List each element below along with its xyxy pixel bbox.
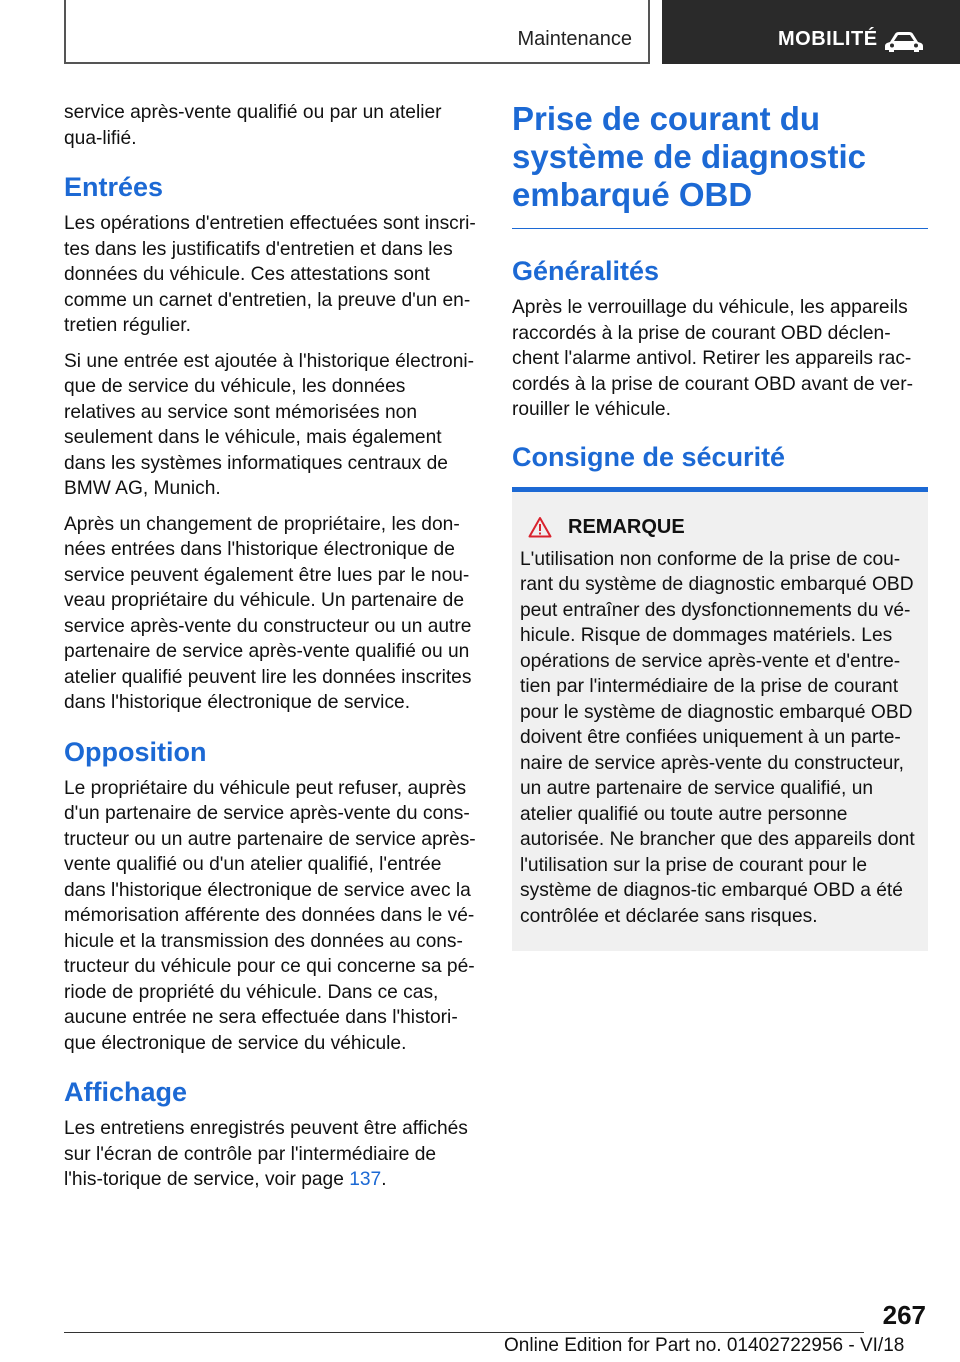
entrees-paragraph-3: Après un changement de propriétaire, les don-nées entrées dans l'historique électronique de service peuvent également être lues par le nou-veau propriétaire du véhicule. Un partenaire de service après-vente du constructeur ou un autre partenaire de service après-vente qualifié ou un atelier qualifié peuvent lire les données inscrites dans l'historique électronique de service. <box>64 513 472 713</box>
warning-icon <box>528 516 552 538</box>
section-title: Maintenance <box>517 28 632 50</box>
heading-affichage: Affichage <box>64 1077 188 1107</box>
entrees-paragraph-1: Les opérations d'entretien effectuées sont inscri-tes dans les justificatifs d'entretien et dans les données du véhicule. Ces attestations sont comme un carnet d'entretien, la preuve d'un en-tretien régulier. <box>64 213 476 336</box>
heading-entrees: Entrées <box>64 172 164 202</box>
title-divider <box>512 228 928 229</box>
right-column <box>512 100 928 951</box>
heading-generalites: Généralités <box>512 256 660 286</box>
left-column <box>64 100 480 1203</box>
notice-label: REMARQUE <box>568 515 685 538</box>
opposition-paragraph: Le propriétaire du véhicule peut refuser, auprès d'un partenaire de service après-vente du cons-tructeur ou un autre partenaire de service après-vente qualifié ou d'un atelier qualifié, l'entrée dans l'historique électronique de service avec la mémorisation afférente des données dans le vé-hicule et la transmission des données au cons-tructeur du véhicule pour ce qui concerne sa pé-riode de propriété du véhicule. Dans ce cas, aucune entrée ne sera effectuée dans l'histori-que électronique de service du véhicule. <box>64 777 476 1054</box>
page-number: 267 <box>882 1300 926 1330</box>
page-link-137[interactable]: 137 <box>349 1169 382 1190</box>
car-icon <box>884 30 924 54</box>
affichage-text: Les entretiens enregistrés peuvent être affichés sur l'écran de contrôle par l'intermédiaire de l'his-torique de service, voir page <box>64 1118 468 1190</box>
intro-paragraph: service après-vente qualifié ou par un atelier qua-lifié. <box>64 102 442 149</box>
edition-text: Online Edition for Part no. 01402722956 - VI/18 <box>504 1335 905 1356</box>
main-title: Prise de courant du système de diagnostic embarqué OBD <box>512 100 866 213</box>
generalites-paragraph: Après le verrouillage du véhicule, les appareils raccordés à la prise de courant OBD déclen-chent l'alarme antivol. Retirer les appareils rac-cordés à la prise de courant OBD avant de ver-rouiller le véhicule. <box>512 297 914 420</box>
affichage-end: . <box>381 1169 387 1190</box>
chapter-title: MOBILITÉ <box>778 28 878 50</box>
heading-opposition: Opposition <box>64 736 207 767</box>
footer-divider <box>64 1332 864 1333</box>
header-section-tab <box>64 0 650 64</box>
safety-notice-box <box>512 487 928 952</box>
entrees-paragraph-2: Si une entrée est ajoutée à l'historique électroni-que de service du véhicule, les données relatives au service sont mémorisées non seulement dans le véhicule, mais également dans les systèmes informatiques centraux de BMW AG, Munich. <box>64 350 475 499</box>
notice-header <box>520 516 920 539</box>
affichage-paragraph <box>64 1116 480 1193</box>
heading-consigne: Consigne de sécurité <box>512 441 786 472</box>
notice-text: L'utilisation non conforme de la prise de cou-rant du système de diagnostic embarqué OBD peut entraîner des dysfonctionnements du vé-hicule. Risque de dommages matériels. Les opérations de service après-vente et d'entre-tien par l'intermédiaire de la prise de courant pour le système de diagnostic embarqué OBD doivent être confiées uniquement à un parte-naire de service après-vente du constructeur, un autre partenaire de service qualifié, un atelier qualifié ou toute autre personne autorisée. Ne brancher que des appareils dont l'utilisation sur la prise de courant pour le système de diagnos-tic embarqué OBD a été contrôlée et déclarée sans risques. <box>520 548 915 927</box>
